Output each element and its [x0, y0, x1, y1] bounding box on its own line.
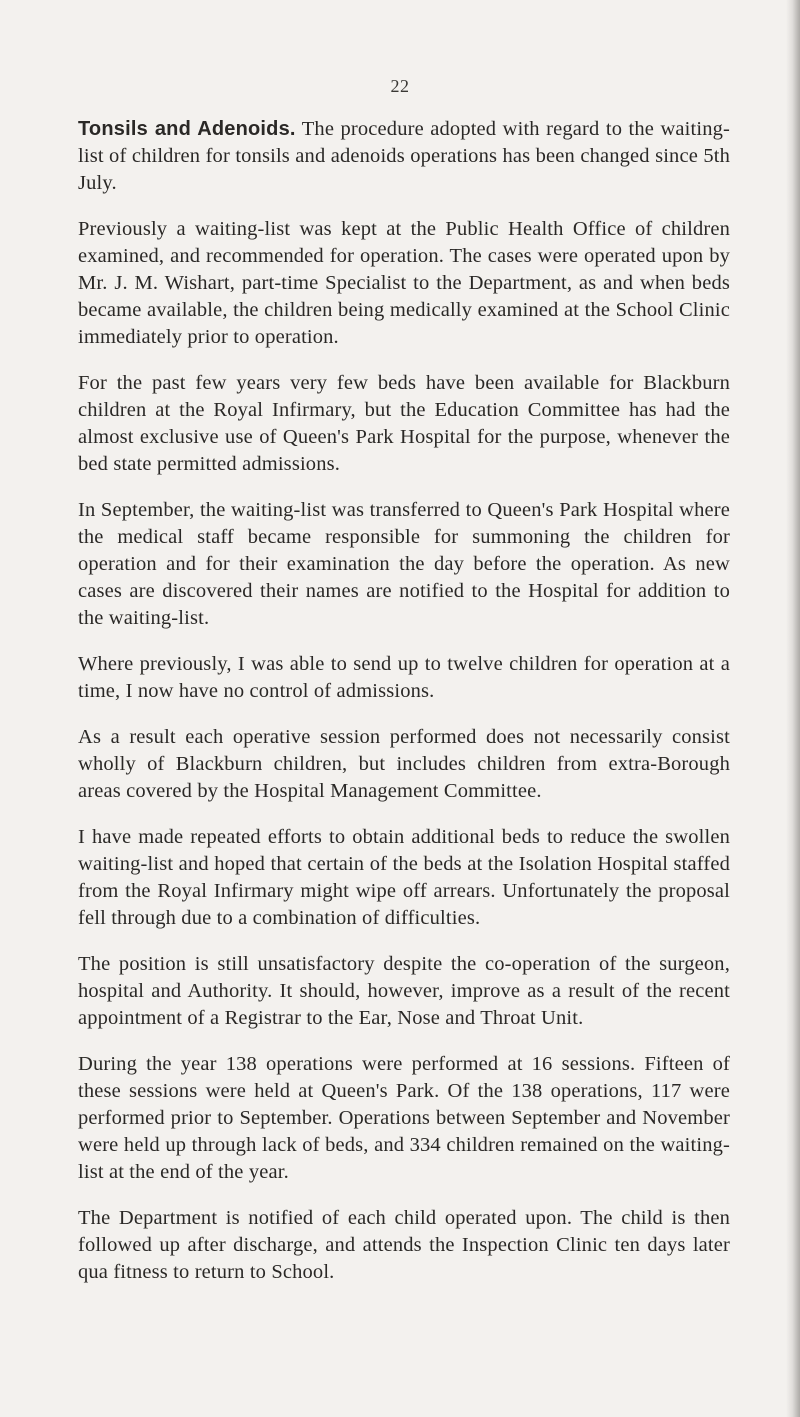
paragraph-7: I have made repeated efforts to obtain additional beds to reduce the swollen waiting-list and hoped that certain of the beds at the Isolation Hospital staffed from the Royal Infirmary might wipe off arrears. Unfortunately the proposal fell through due to a combination of difficulties.	[78, 826, 730, 929]
section-tonsils-and-adenoids	[78, 116, 730, 1305]
paragraph-10: The Department is notified of each child operated upon. The child is then followed up after discharge, and attends the Inspection Clinic ten days later qua fitness to return to School.	[78, 1207, 730, 1283]
paragraph-1	[78, 116, 730, 197]
paragraph-2: Previously a waiting-list was kept at the Public Health Office of children examined, and recommended for operation. The cases were operated upon by Mr. J. M. Wishart, part-time Specialist to the Department, as and when beds became available, the children being medically examined at the School Clinic immediately prior to operation.	[78, 218, 730, 348]
section-heading: Tonsils and Adenoids.	[78, 118, 296, 140]
paragraph-1-text: The procedure adopted with regard to the waiting-list of children for tonsils and adenoids operations has been changed since 5th July.	[78, 118, 730, 194]
paragraph-8: The position is still unsatisfactory despite the co-operation of the surgeon, hospital and Authority. It should, however, improve as a result of the recent appointment of a Registrar to the Ear, Nose and Throat Unit.	[78, 953, 730, 1029]
paragraph-4: In September, the waiting-list was transferred to Queen's Park Hospital where the medical staff became responsible for summoning the children for operation and for their examination the day before the operation. As new cases are discovered their names are notified to the Hospital for addition to the waiting-list.	[78, 499, 730, 629]
page-number: 22	[390, 76, 410, 96]
paragraph-9: During the year 138 operations were performed at 16 sessions. Fifteen of these sessions were held at Queen's Park. Of the 138 operations, 117 were performed prior to September. Operations between September and November were held up through lack of beds, and 334 children remained on the waiting-list at the end of the year.	[78, 1053, 730, 1183]
paragraph-5: Where previously, I was able to send up to twelve children for operation at a time, I now have no control of admissions.	[78, 653, 730, 702]
paragraph-3: For the past few years very few beds have been available for Blackburn children at the Royal Infirmary, but the Education Committee has had the almost exclusive use of Queen's Park Hospital for the purpose, whenever the bed state permitted admissions.	[78, 372, 730, 475]
paragraph-6: As a result each operative session performed does not necessarily consist wholly of Blackburn children, but includes children from extra-Borough areas covered by the Hospital Management Committee.	[78, 726, 730, 802]
page-edge-shadow	[786, 0, 800, 1417]
